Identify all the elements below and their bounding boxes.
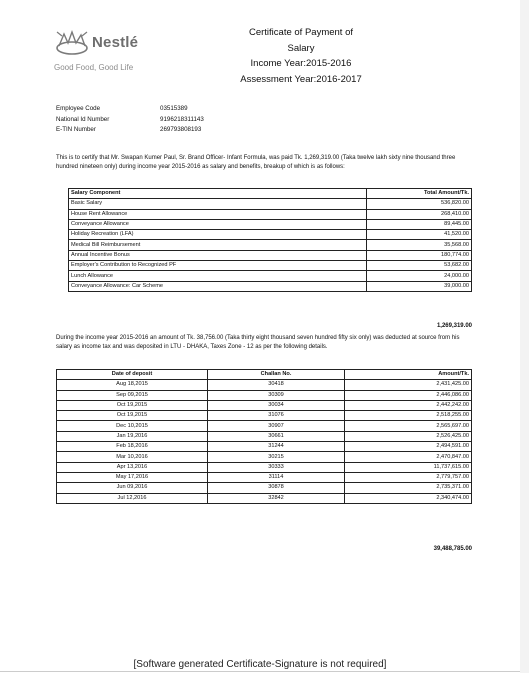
deposit-amount: 2,470,847.00 [345, 452, 472, 462]
challan-number: 31114 [208, 472, 345, 482]
deposit-date: Oct 19,2015 [57, 400, 208, 410]
etin-label: E-TIN Number [56, 126, 96, 133]
table-row [57, 472, 472, 482]
table-header-row [69, 189, 472, 199]
table-row [57, 421, 472, 431]
footer-divider [0, 671, 520, 672]
certificate-title [196, 25, 406, 87]
table-row [57, 411, 472, 421]
component-cell: Holiday Recreation (LFA) [69, 230, 367, 240]
nestle-logo [54, 26, 174, 76]
table-row [69, 209, 472, 219]
deposit-amount: 2,431,425.00 [345, 380, 472, 390]
table-row [57, 442, 472, 452]
challan-number: 30661 [208, 431, 345, 441]
table-row [57, 462, 472, 472]
amount-cell: 536,820.00 [367, 199, 472, 209]
table-row [69, 281, 472, 291]
date-header: Date of deposit [57, 370, 208, 380]
deposit-amount: 2,518,255.00 [345, 411, 472, 421]
deposit-date: Jun 09,2016 [57, 483, 208, 493]
challan-number: 30907 [208, 421, 345, 431]
table-row [69, 219, 472, 229]
component-cell: Annual Incentive Bonus [69, 250, 367, 260]
deposit-amount: 2,735,371.00 [345, 483, 472, 493]
amount-cell: 180,774.00 [367, 250, 472, 260]
tax-deduction-statement: During the income year 2015-2016 an amount of Tk. 38,756.00 (Taka thirty eight thousand seven hundred fifty six only) was deducted at source from his salary as income tax and was deposited in LTU - DHAKA, Taxes Zone - 12 as per the following details. [56, 335, 460, 350]
page-edge [520, 0, 529, 673]
amount-cell: 268,410.00 [367, 209, 472, 219]
employee-identifiers [56, 104, 204, 136]
signature-note: [Software generated Certificate-Signature is not required] [133, 659, 387, 670]
deposit-amount: 2,779,757.00 [345, 472, 472, 482]
amount-cell: 89,445.00 [367, 219, 472, 229]
table-row [57, 380, 472, 390]
deposit-amount: 2,494,591.00 [345, 442, 472, 452]
title-line-1: Certificate of Payment of [248, 27, 354, 38]
deposit-date: Jan 19,2016 [57, 431, 208, 441]
challan-number: 30215 [208, 452, 345, 462]
challan-number: 31076 [208, 411, 345, 421]
etin-value: 269793808193 [160, 126, 202, 133]
amount-cell: 41,520.00 [367, 230, 472, 240]
brand-tagline: Good Food, Good Life [54, 63, 134, 72]
deposit-date: Oct 19,2015 [57, 411, 208, 421]
table-header-row [57, 370, 472, 380]
brand-name: Nestlé [92, 34, 139, 51]
deposit-amount: 2,442,242.00 [345, 400, 472, 410]
salary-component-header: Salary Component [69, 189, 367, 199]
deposit-date: May 17,2016 [57, 472, 208, 482]
salary-total: 1,269,319.00 [436, 323, 472, 329]
tax-deposit-table [56, 369, 472, 504]
title-line-2: Salary [287, 42, 315, 54]
challan-number: 30034 [208, 400, 345, 410]
deposit-date: Apr 13,2016 [57, 462, 208, 472]
component-cell: Lunch Allowance [69, 271, 367, 281]
national-id-value: 9196218311143 [160, 115, 204, 123]
amount-cell: 39,000.00 [367, 281, 472, 291]
amount-cell: 24,000.00 [367, 271, 472, 281]
amount-header: Amount/Tk. [345, 370, 472, 380]
deposit-amount: 11,737,615.00 [345, 462, 472, 472]
table-row [57, 431, 472, 441]
table-row [69, 199, 472, 209]
deposit-amount: 2,446,086.00 [345, 390, 472, 400]
deposit-date: Sep 09,2015 [57, 390, 208, 400]
deposit-date: Jul 12,2016 [57, 493, 208, 503]
challan-number: 30418 [208, 380, 345, 390]
deposit-date: Aug 18,2015 [57, 380, 208, 390]
deposit-amount: 2,526,425.00 [345, 431, 472, 441]
table-row [57, 493, 472, 503]
challan-number: 30309 [208, 390, 345, 400]
table-row [57, 390, 472, 400]
table-row [69, 271, 472, 281]
employee-code-label: Employee Code [56, 105, 101, 112]
table-row [69, 230, 472, 240]
table-row [57, 452, 472, 462]
deposit-date: Mar 10,2016 [57, 452, 208, 462]
employee-code-value: 03515389 [160, 105, 188, 112]
component-cell: Conveyance Allowance: Car Scheme [69, 281, 367, 291]
component-cell: House Rent Allowance [69, 209, 367, 219]
salary-breakdown-table [68, 188, 472, 292]
table-row [69, 240, 472, 250]
income-year: Income Year:2015-2016 [250, 58, 352, 69]
amount-cell: 53,682.00 [367, 261, 472, 271]
certification-statement: This is to certify that Mr. Swapan Kumer Paul, Sr. Brand Officer- Infant Formula, was paid Tk. 1,269,319.00 (Taka twelve lakh sixty nine thousand three hundred nineteen only) during income year 2015-2016 as salary and benefits, breakup of which is as follows: [56, 155, 456, 170]
component-cell: Conveyance Allowance [69, 219, 367, 229]
table-row [57, 400, 472, 410]
deposit-date: Dec 10,2015 [57, 421, 208, 431]
deposit-date: Feb 18,2016 [57, 442, 208, 452]
table-row [69, 261, 472, 271]
table-row [69, 250, 472, 260]
amount-cell: 35,568.00 [367, 240, 472, 250]
component-cell: Basic Salary [69, 199, 367, 209]
challan-number: 30878 [208, 483, 345, 493]
challan-header: Challan No. [208, 370, 345, 380]
assessment-year: Assessment Year:2016-2017 [240, 73, 362, 85]
deposit-amount: 2,340,474.00 [345, 493, 472, 503]
challan-number: 31244 [208, 442, 345, 452]
deposit-amount: 2,565,697.00 [345, 421, 472, 431]
nest-birds-icon [54, 26, 90, 56]
deposit-total: 39,488,785.00 [433, 546, 472, 552]
challan-number: 32842 [208, 493, 345, 503]
national-id-label: National Id Number [56, 115, 110, 123]
component-cell: Medical Bill Reimbursement [69, 240, 367, 250]
component-cell: Employer's Contribution to Recognized PF [69, 261, 367, 271]
total-amount-header: Total Amount/Tk. [367, 189, 472, 199]
table-row [57, 483, 472, 493]
challan-number: 30333 [208, 462, 345, 472]
